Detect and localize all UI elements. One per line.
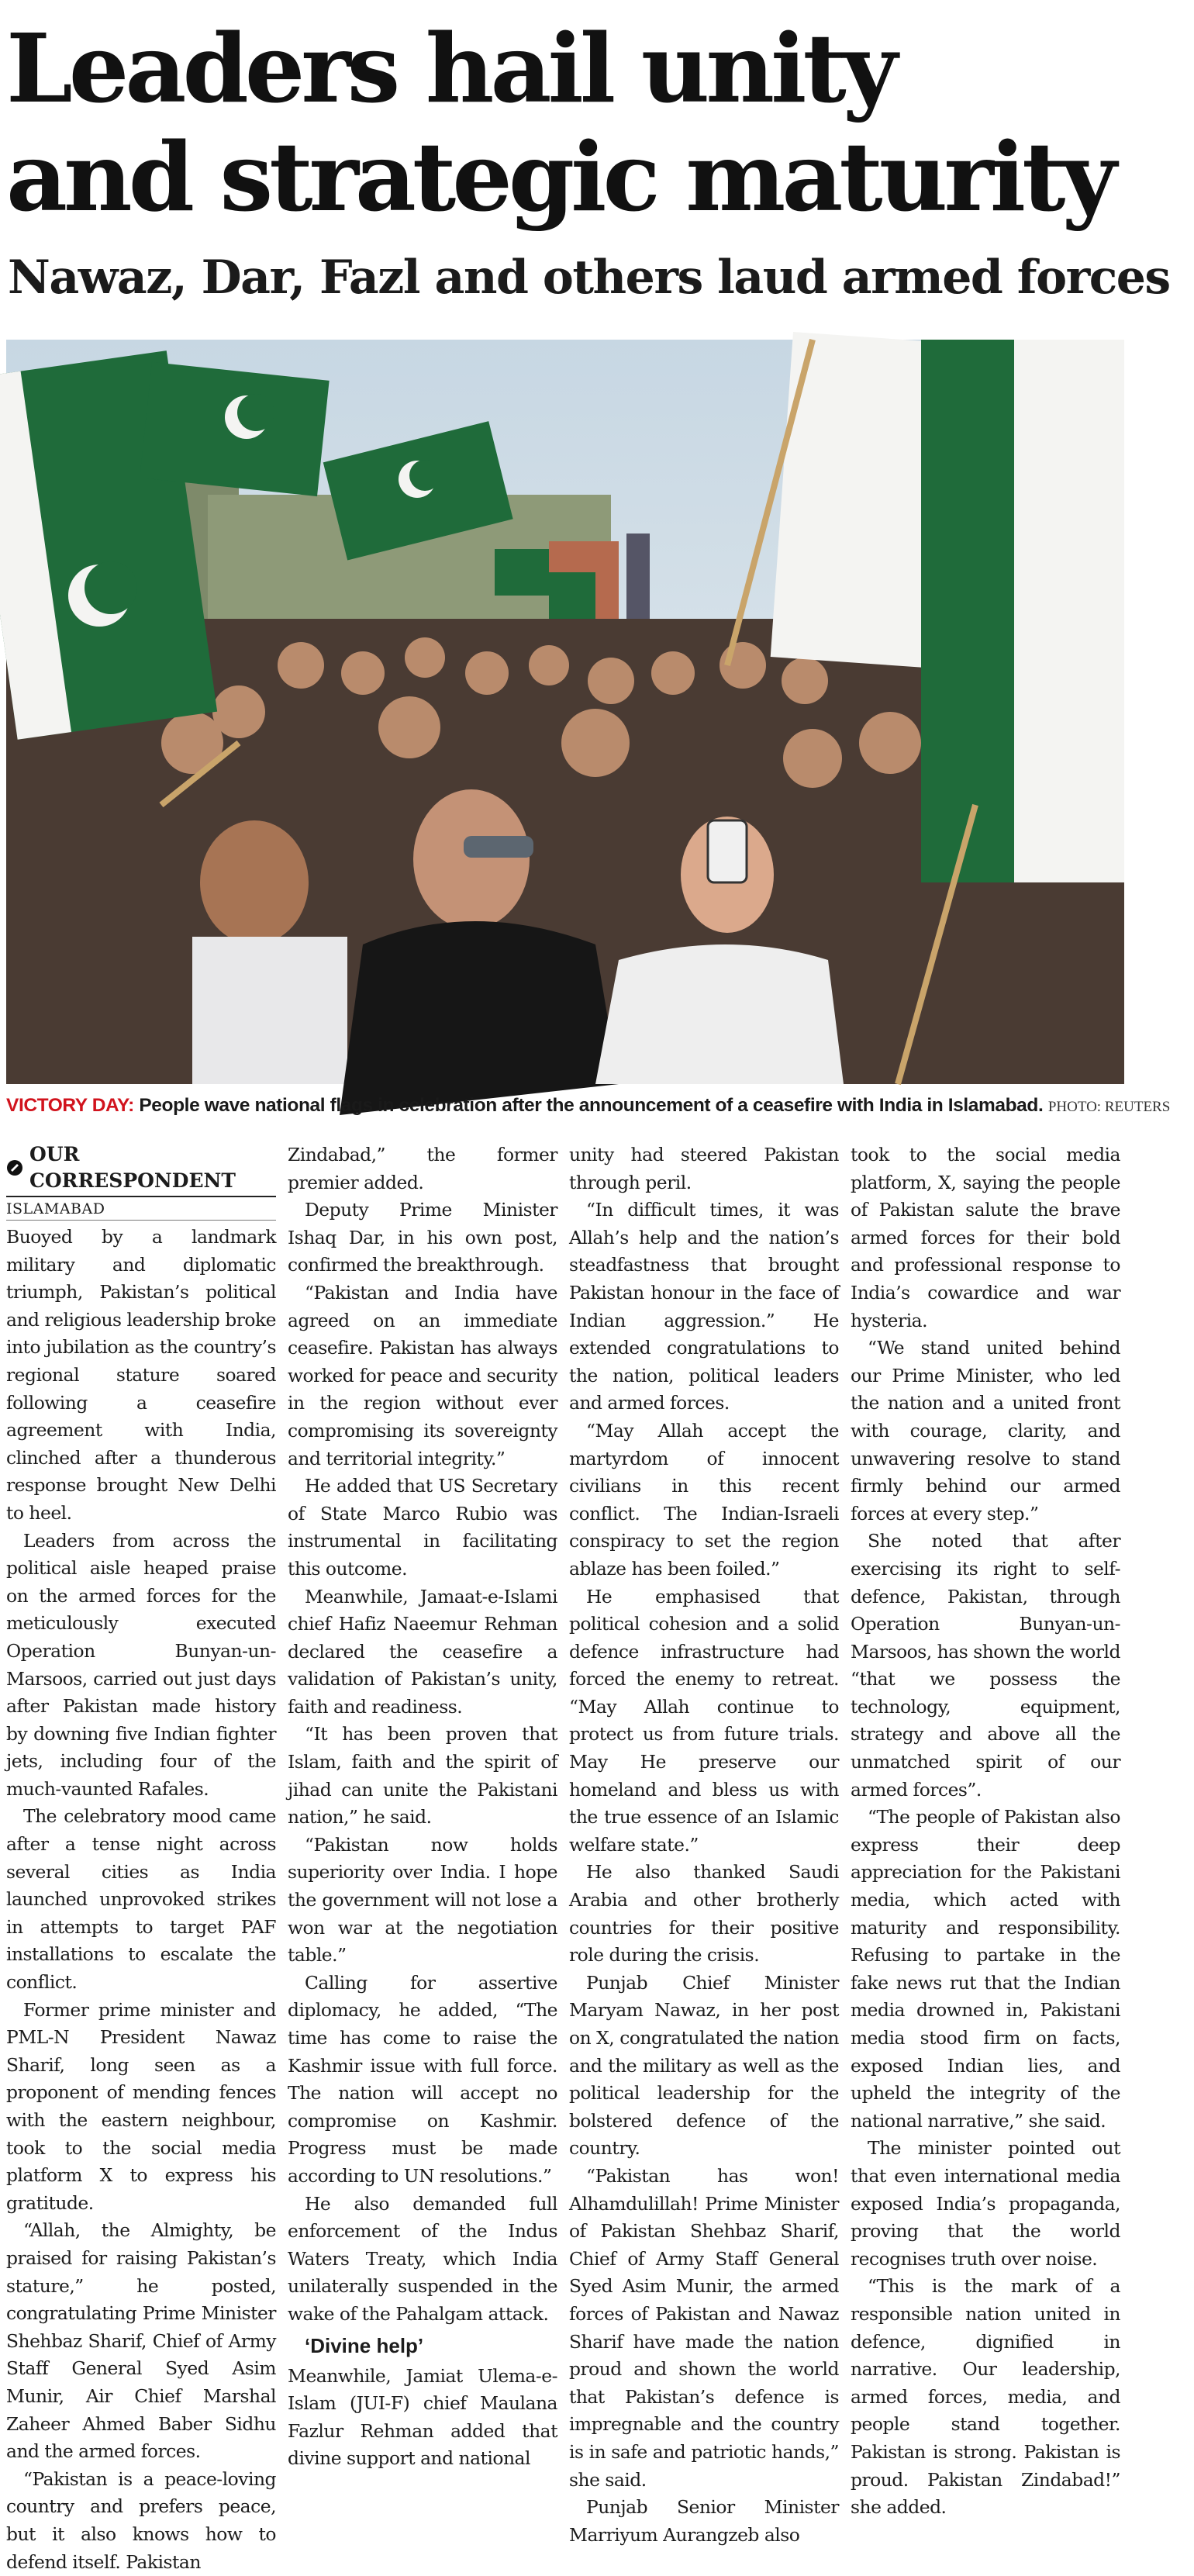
headline bbox=[6, 14, 1185, 231]
article-column-2 bbox=[288, 1141, 557, 2529]
paragraph: “The people of Pakistan also express their deep appreciation for the Pakistani media, which acted with maturity and responsibility. Refusing to partake in the fake news rut that the Indian media drowned in, Pakistani media stood firm on facts, exposed Indian lies, and upheld the integrity of the national narrative,” she said. bbox=[851, 1806, 1120, 2132]
paragraph: “Allah, the Almighty, be praised for raising Pakistan’s stature,” he posted, congratulating Prime Minister Shehbaz Sharif, Chief of Army Staff General Syed Asim Munir, Air Chief Marshal Zaheer Ahmed Baber Sidhu and the armed forces. bbox=[6, 2219, 276, 2463]
paragraph: Meanwhile, Jamiat Ulema-e-Islam (JUI-F) chief Maulana Fazlur Rehman added that divine support and national bbox=[288, 2364, 557, 2470]
paragraph: He added that US Secretary of State Marco Rubio was instrumental in facilitating this outcome. bbox=[288, 1475, 557, 1580]
paragraph: Meanwhile, Jamaat-e-Islami chief Hafiz Naeemur Rehman declared the ceasefire a validation of Pakistan’s unity, faith and readiness. bbox=[288, 1585, 557, 1718]
paragraph: Leaders from across the political aisle heaped praise on the armed forces for the meticulously executed Operation Bunyan-un-Marsoos, carried out just days after Pakistan made history by downing five Indian fighter jets, including four of the much-vaunted Rafales. bbox=[6, 1529, 276, 1800]
photo-illustration bbox=[6, 340, 1124, 1084]
headline-line-2: and strategic maturity bbox=[6, 121, 1113, 233]
paragraph: She noted that after exercising its right to self-defence, Pakistan, through Operation Bunyan-un-Marsoos, has shown the world “that we possess the technology, equipment, strategy and above all the unmatched spirit of our armed forces”. bbox=[851, 1530, 1120, 1801]
article-column-4 bbox=[851, 1141, 1120, 2529]
caption-text: People wave national flags in celebration after the announcement of a ceasefire with India in Islamabad. bbox=[139, 1095, 1044, 1116]
paragraph: took to the social media platform, X, saying the people of Pakistan salute the brave armed forces for their bold and professional response to India’s cowardice and war hysteria. bbox=[851, 1144, 1120, 1331]
paragraph: “Pakistan has won! Alhamdulillah! Prime Minister of Pakistan Shehbaz Sharif, Chief of Army Staff General Syed Asim Munir, the armed forces of Pakistan and Nawaz Sharif have made the nation proud and shown the world that Pakistan’s defence is impregnable and the country is in safe and patriotic hands,” she said. bbox=[569, 2164, 839, 2491]
subheadline: Nawaz, Dar, Fazl and others laud armed forces bbox=[8, 250, 1170, 305]
pen-icon bbox=[6, 1159, 23, 1176]
paragraph: The celebratory mood came after a tense night across several cities as India launched unprovoked strikes in attempts to target PAF installations to escalate the conflict. bbox=[6, 1805, 276, 1994]
paragraph: Deputy Prime Minister Ishaq Dar, in his own post, confirmed the breakthrough. bbox=[288, 1199, 557, 1276]
paragraph: unity had steered Pakistan through peril. bbox=[569, 1144, 839, 1193]
paragraph: Punjab Senior Minister Marriyum Aurangzeb also bbox=[569, 2496, 839, 2546]
column-2-body-b bbox=[288, 2363, 557, 2473]
column-1-body bbox=[6, 1224, 276, 2576]
paragraph: Zindabad,” the former premier added. bbox=[288, 1144, 557, 1193]
paragraph: “Pakistan now holds superiority over India. I hope the government will not lose a won war at the negotiation table.” bbox=[288, 1833, 557, 1967]
dateline: ISLAMABAD bbox=[6, 1198, 276, 1221]
column-3-body bbox=[569, 1141, 839, 2549]
paragraph: “We stand united behind our Prime Minister, who led the nation and a united front with courage, clarity, and unwavering resolve to stand firmly behind our armed forces at every step.” bbox=[851, 1337, 1120, 1525]
section-subhead: ‘Divine help’ bbox=[305, 2333, 424, 2357]
paragraph: The minister pointed out that even international media exposed India’s propaganda, proving that the world recognises truth over noise. bbox=[851, 2137, 1120, 2270]
headline-line-1: Leaders hail unity bbox=[6, 12, 894, 124]
paragraph: “This is the mark of a responsible nation united in defence, dignified in narrative. Our leadership, armed forces, media, and people stand together. Pakistan is strong. Pakistan is proud. Pakistan Zindabad!” she added. bbox=[851, 2275, 1120, 2519]
paragraph: He also demanded full enforcement of the Indus Waters Treaty, which India unilaterally suspended in the wake of the Pahalgam attack. bbox=[288, 2192, 557, 2325]
paragraph: “It has been proven that Islam, faith and the spirit of jihad can unite the Pakistani nation,” he said. bbox=[288, 1723, 557, 1828]
byline bbox=[6, 1141, 276, 1197]
paragraph: “Pakistan and India have agreed on an immediate ceasefire. Pakistan has always worked for peace and security in the region without ever compromising its sovereignty and territorial integrity.” bbox=[288, 1281, 557, 1469]
paragraph: He emphasised that political cohesion and a solid defence infrastructure had forced the enemy to retreat. “May Allah continue to protect us from future trials. May He preserve our homeland and bless us with the true essence of an Islamic welfare state.” bbox=[569, 1585, 839, 1856]
paragraph: Former prime minister and PML-N President Nawaz Sharif, long seen as a proponent of mending fences with the eastern neighbour, took to the social media platform X to express his gratitude. bbox=[6, 1998, 276, 2214]
paragraph: “In difficult times, it was Allah’s help and the nation’s steadfastness that brought Pakistan honour in the face of Indian aggression.” He extended congratulations to the nation, political leaders and armed forces. bbox=[569, 1199, 839, 1414]
photo-caption bbox=[6, 1092, 1171, 1121]
paragraph: Calling for assertive diplomacy, he added, “The time has come to raise the Kashmir issue with full force. The nation will accept no compromise on Kashmir. Progress must be made according to UN resolutions.” bbox=[288, 1971, 557, 2187]
article-column-1 bbox=[6, 1141, 276, 2573]
paragraph: He also thanked Saudi Arabia and other brotherly countries for their positive role during the crisis. bbox=[569, 1861, 839, 1967]
paragraph: “May Allah accept the martyrdom of innocent civilians in this recent conflict. The Indian-Israeli conspiracy to set the region ablaze has been foiled.” bbox=[569, 1419, 839, 1580]
paragraph: Buoyed by a landmark military and diplomatic triumph, Pakistan’s political and religious leadership broke into jubilation as the country’s regional stature soared following a ceasefire agreement with India, clinched after a thunderous response brought New Delhi to heel. bbox=[6, 1226, 276, 1524]
column-2-body-a bbox=[288, 1141, 557, 2329]
paragraph: Punjab Chief Minister Maryam Nawaz, in her post on X, congratulated the nation and the military as well as the political leadership for the bolstered defence of the country. bbox=[569, 1971, 839, 2160]
caption-label: VICTORY DAY: bbox=[6, 1095, 134, 1116]
byline-author: OUR CORRESPONDENT bbox=[29, 1143, 236, 1192]
article-column-3 bbox=[569, 1141, 839, 2546]
photo-credit: PHOTO: REUTERS bbox=[1047, 1099, 1171, 1115]
column-4-body bbox=[851, 1141, 1120, 2522]
crowd-with-flags-photo bbox=[6, 340, 1124, 1084]
paragraph: “Pakistan is a peace-loving country and prefers peace, but it also knows how to defend itself. Pakistan bbox=[6, 2467, 276, 2573]
